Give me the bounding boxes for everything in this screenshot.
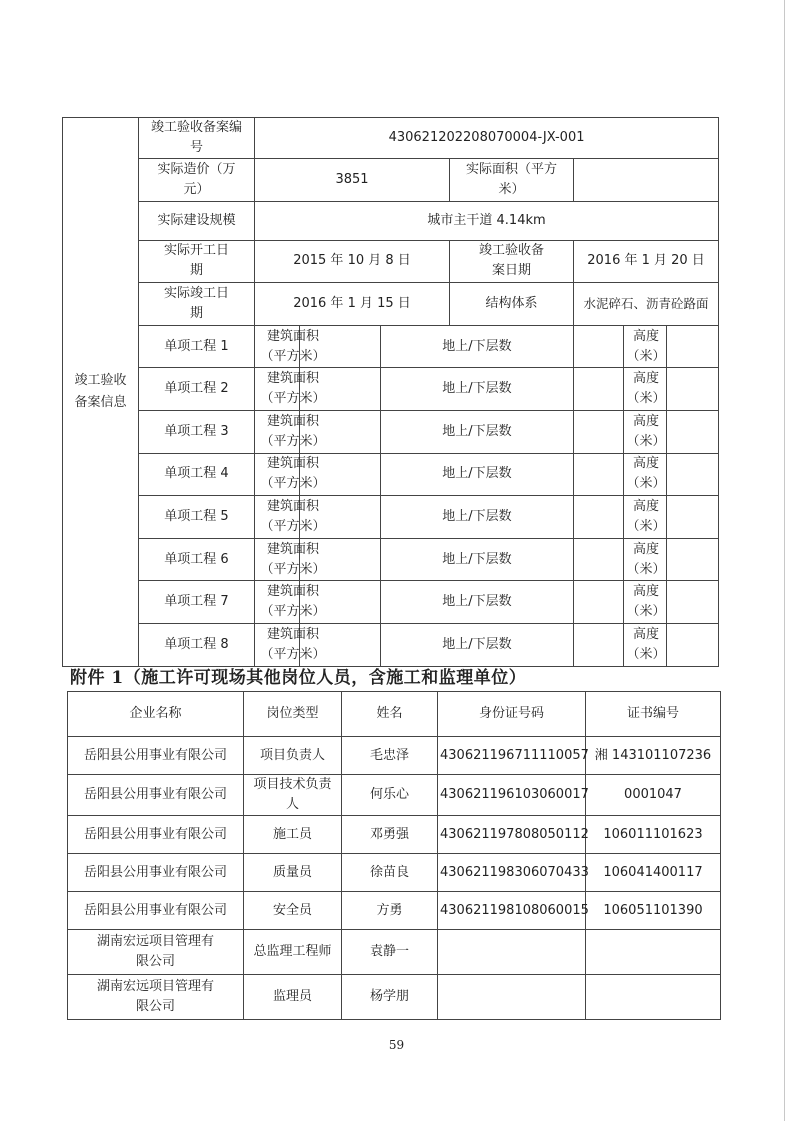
sub-project-row [63,623,719,666]
completion-date-label: 实际竣工日期 [139,283,255,326]
sub-area-label: 建筑面积（平方米） [255,581,300,624]
sub-project-name: 单项工程 7 [139,581,255,624]
sub-project-name: 单项工程 3 [139,410,255,453]
page-edge [784,0,785,1121]
scale-value: 城市主干道 4.14km [255,201,719,240]
id-number-cell: 430621196711110057 [438,737,586,775]
sub-floors-value [574,581,624,624]
sub-floors-label: 地上/下层数 [381,538,574,581]
sub-area-label: 建筑面积（平方米） [255,496,300,539]
id-number-cell: 430621196103060017 [438,775,586,816]
completion-date-value: 2016 年 1 月 15 日 [255,283,450,326]
sub-project-row [63,410,719,453]
sub-height-value [667,581,719,624]
sub-project-name: 单项工程 6 [139,538,255,581]
sub-floors-label: 地上/下层数 [381,368,574,411]
sub-area-label: 建筑面积（平方米） [255,410,300,453]
structure-label: 结构体系 [450,283,574,326]
name-cell: 方勇 [342,892,438,930]
certificate-cell: 106051101390 [586,892,721,930]
table-row [68,975,721,1020]
filing-no-label: 竣工验收备案编号 [139,118,255,159]
filing-date-label: 竣工验收备案日期 [450,240,574,283]
sub-height-label: 高度（米） [624,453,667,496]
start-date-label: 实际开工日期 [139,240,255,283]
certificate-cell [586,930,721,975]
sub-area-label: 建筑面积（平方米） [255,623,300,666]
sub-height-value [667,368,719,411]
position-cell: 安全员 [244,892,342,930]
sub-height-label: 高度（米） [624,368,667,411]
table-row [68,930,721,975]
filing-no-value: 430621202208070004-JX-001 [255,118,719,159]
certificate-cell: 106041400117 [586,854,721,892]
name-cell: 袁静一 [342,930,438,975]
sub-height-value [667,623,719,666]
sub-area-label: 建筑面积（平方米） [255,368,300,411]
sub-floors-value [574,325,624,368]
header-certificate-number: 证书编号 [586,692,721,737]
sub-area-label: 建筑面积（平方米） [255,453,300,496]
sub-height-value [667,538,719,581]
sub-floors-value [574,453,624,496]
sub-project-row [63,325,719,368]
attachment-title: 附件 1（施工许可现场其他岗位人员，含施工和监理单位） [70,668,527,688]
sub-height-label: 高度（米） [624,581,667,624]
position-cell: 项目负责人 [244,737,342,775]
company-cell: 岳阳县公用事业有限公司 [68,775,244,816]
sub-height-value [667,496,719,539]
sub-floors-label: 地上/下层数 [381,453,574,496]
sub-height-label: 高度（米） [624,325,667,368]
position-cell: 质量员 [244,854,342,892]
company-cell: 岳阳县公用事业有限公司 [68,854,244,892]
table-row [68,737,721,775]
sub-project-row [63,368,719,411]
name-cell: 何乐心 [342,775,438,816]
name-cell: 邓勇强 [342,816,438,854]
sub-floors-value [574,538,624,581]
sub-height-value [667,453,719,496]
id-number-cell [438,930,586,975]
sub-project-name: 单项工程 4 [139,453,255,496]
certificate-cell: 0001047 [586,775,721,816]
sub-floors-label: 地上/下层数 [381,325,574,368]
sub-floors-label: 地上/下层数 [381,623,574,666]
sub-height-label: 高度（米） [624,538,667,581]
sub-height-value [667,325,719,368]
sub-height-label: 高度（米） [624,410,667,453]
sub-area-label: 建筑面积（平方米） [255,325,300,368]
company-cell: 岳阳县公用事业有限公司 [68,816,244,854]
certificate-cell [586,975,721,1020]
sub-height-label: 高度（米） [624,496,667,539]
page-number: 59 [388,1038,405,1052]
completion-record-table [62,117,719,667]
cost-label: 实际造价（万元） [139,159,255,202]
sub-floors-value [574,496,624,539]
id-number-cell: 430621197808050112 [438,816,586,854]
area-value [574,159,719,202]
sub-floors-label: 地上/下层数 [381,581,574,624]
sub-project-name: 单项工程 5 [139,496,255,539]
position-cell: 施工员 [244,816,342,854]
name-cell: 毛忠泽 [342,737,438,775]
id-number-cell [438,975,586,1020]
sub-floors-value [574,623,624,666]
sub-project-row [63,581,719,624]
header-company: 企业名称 [68,692,244,737]
header-name: 姓名 [342,692,438,737]
name-cell: 徐苗良 [342,854,438,892]
sub-area-label: 建筑面积（平方米） [255,538,300,581]
sub-project-name: 单项工程 2 [139,368,255,411]
sub-height-label: 高度（米） [624,623,667,666]
header-position: 岗位类型 [244,692,342,737]
header-id-number: 身份证号码 [438,692,586,737]
sub-floors-value [574,410,624,453]
company-cell: 湖南宏远项目管理有限公司 [68,930,244,975]
table-row [68,816,721,854]
company-cell: 岳阳县公用事业有限公司 [68,737,244,775]
cost-value: 3851 [255,159,450,202]
sub-floors-value [574,368,624,411]
sub-floors-label: 地上/下层数 [381,410,574,453]
company-cell: 湖南宏远项目管理有限公司 [68,975,244,1020]
scale-label: 实际建设规模 [139,201,255,240]
section-label-cell: 竣工验收备案信息 [63,118,139,667]
sub-project-name: 单项工程 8 [139,623,255,666]
sub-floors-label: 地上/下层数 [381,496,574,539]
start-date-value: 2015 年 10 月 8 日 [255,240,450,283]
table-row [68,854,721,892]
filing-date-value: 2016 年 1 月 20 日 [574,240,719,283]
sub-project-row [63,453,719,496]
sub-project-row [63,496,719,539]
position-cell: 项目技术负责人 [244,775,342,816]
company-cell: 岳阳县公用事业有限公司 [68,892,244,930]
name-cell: 杨学朋 [342,975,438,1020]
position-cell: 总监理工程师 [244,930,342,975]
sub-height-value [667,410,719,453]
sub-project-name: 单项工程 1 [139,325,255,368]
table-row [68,775,721,816]
table-row [68,892,721,930]
structure-value: 水泥碎石、沥青砼路面 [574,283,719,326]
personnel-table [67,691,721,1020]
id-number-cell: 430621198108060015 [438,892,586,930]
sub-project-row [63,538,719,581]
id-number-cell: 430621198306070433 [438,854,586,892]
certificate-cell: 湘 143101107236 [586,737,721,775]
area-label: 实际面积（平方米） [450,159,574,202]
certificate-cell: 106011101623 [586,816,721,854]
position-cell: 监理员 [244,975,342,1020]
